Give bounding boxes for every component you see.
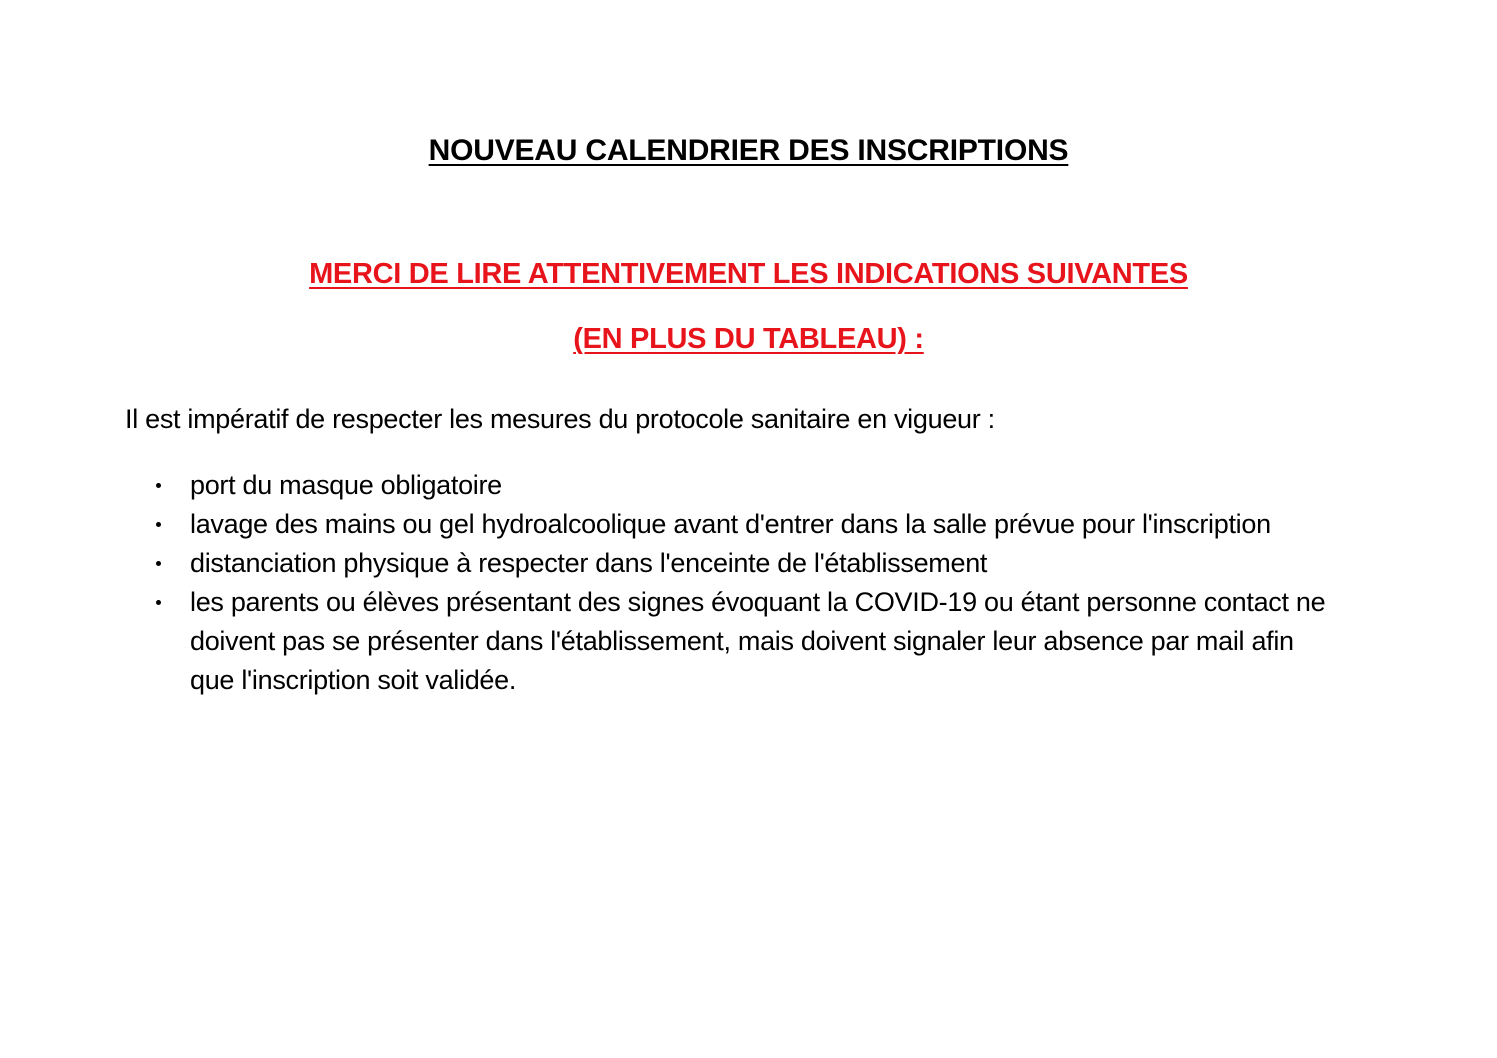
document-title-text: NOUVEAU CALENDRIER DES INSCRIPTIONS xyxy=(428,134,1069,167)
list-item-text: distanciation physique à respecter dans l'enceinte de l'établissement xyxy=(190,548,988,578)
notice-heading-line2-text: (EN PLUS DU TABLEAU) : xyxy=(573,323,924,355)
document-title xyxy=(0,134,1497,168)
list-item-text: lavage des mains ou gel hydroalcoolique avant d'entrer dans la salle prévue pour l'inscription xyxy=(190,509,1271,539)
sanitary-measures-list xyxy=(150,466,1330,700)
bullet-icon xyxy=(156,561,161,566)
bullet-icon xyxy=(156,483,161,488)
bullet-icon xyxy=(156,600,161,605)
notice-heading-line2 xyxy=(0,323,1497,356)
list-item xyxy=(150,544,1330,583)
list-item xyxy=(150,466,1330,505)
list-item xyxy=(150,583,1330,700)
list-item-text: les parents ou élèves présentant des signes évoquant la COVID-19 ou étant personne contact ne doivent pas se présenter dans l'établissement, mais doivent signaler leur absence par mail afin que l'inscription soit validée. xyxy=(190,587,1326,695)
bullet-icon xyxy=(156,522,161,527)
intro-paragraph: Il est impératif de respecter les mesures du protocole sanitaire en vigueur : xyxy=(125,404,995,434)
list-item xyxy=(150,505,1330,544)
notice-heading-line1 xyxy=(0,258,1497,291)
list-item-text: port du masque obligatoire xyxy=(190,470,502,500)
notice-heading-line1-text: MERCI DE LIRE ATTENTIVEMENT LES INDICATIONS SUIVANTES xyxy=(309,258,1188,290)
